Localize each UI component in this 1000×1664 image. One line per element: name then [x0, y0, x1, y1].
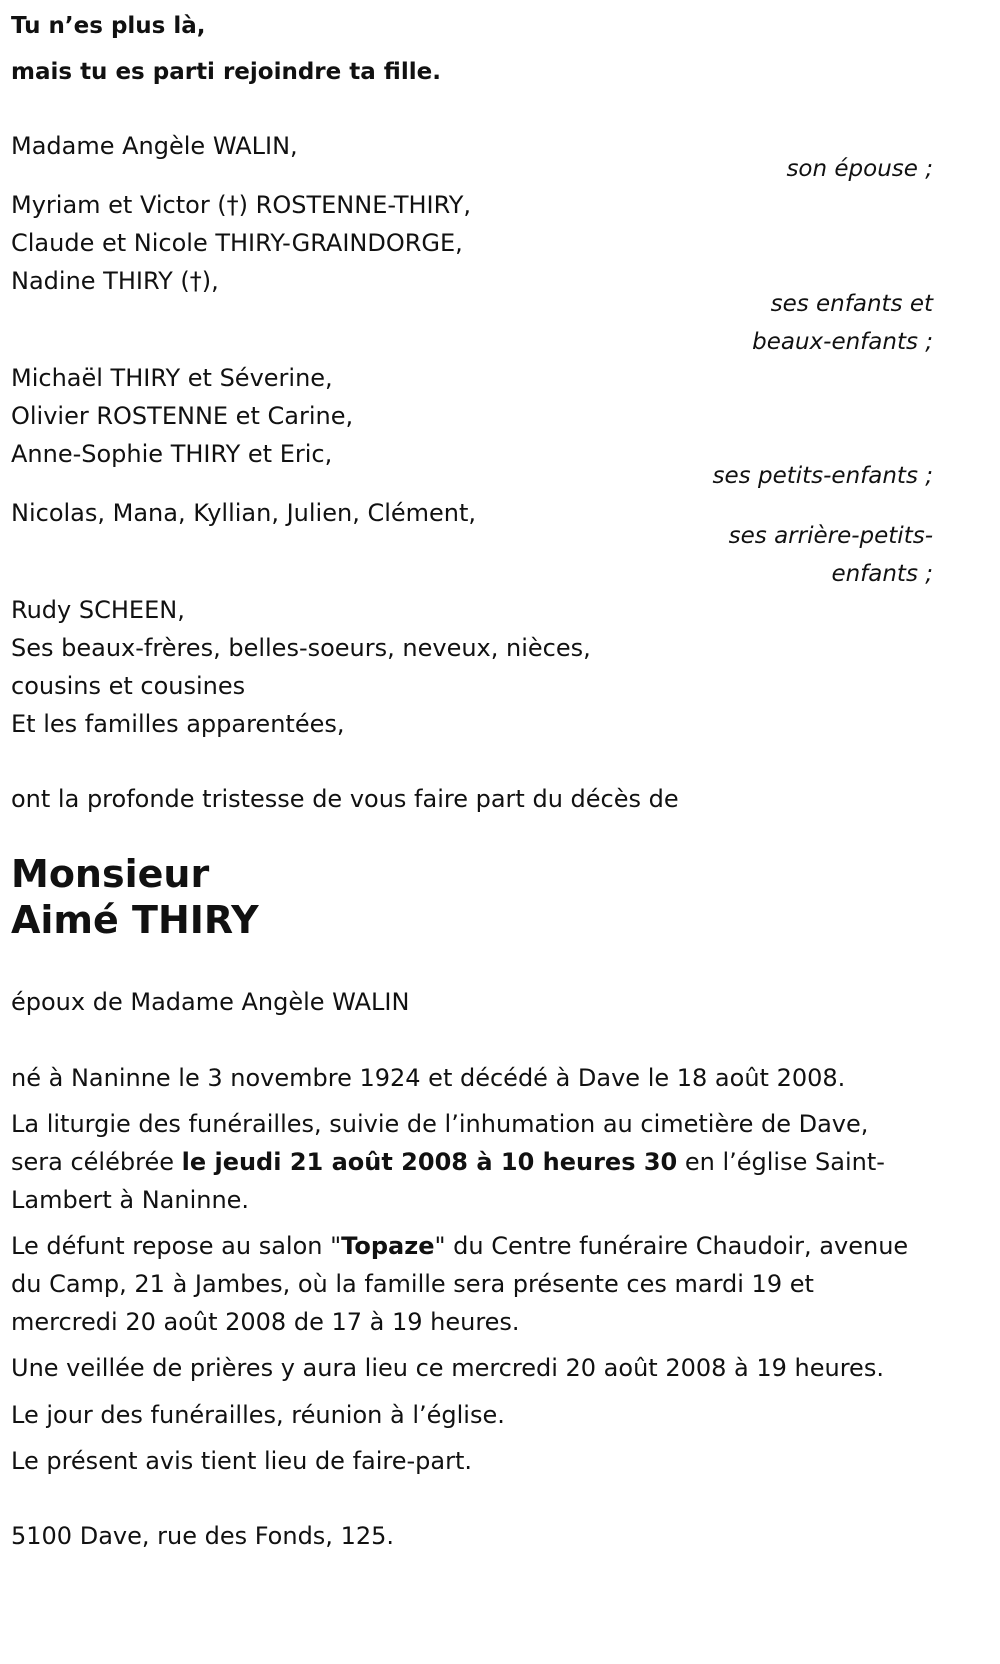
other-relatives: Ses beaux-frères, belles-soeurs, neveux, nièces, — [11, 634, 591, 662]
address-line: 5100 Dave, rue des Fonds, 125. — [11, 1522, 395, 1550]
deceased-title: Monsieur — [11, 852, 210, 896]
rest-line-1-post: " du Centre funéraire Chaudoir, avenue — [434, 1232, 909, 1260]
children-relation-line-1: ses enfants et — [770, 291, 933, 317]
deceased-spouse-of: époux de Madame Angèle WALIN — [11, 988, 410, 1016]
epigraph-line-2: mais tu es parti rejoindre ta fille. — [11, 59, 441, 85]
grandchildren-relation: ses petits-enfants ; — [712, 463, 933, 489]
rest-line-2: du Camp, 21 à Jambes, où la famille sera présente ces mardi 19 et — [11, 1270, 814, 1298]
notice-line: Le présent avis tient lieu de faire-part. — [11, 1447, 473, 1475]
spouse-relation: son épouse ; — [786, 156, 933, 182]
grandchild-name: Olivier ROSTENNE et Carine, — [11, 402, 354, 430]
liturgy-line-1: La liturgie des funérailles, suivie de l’inhumation au cimetière de Dave, — [11, 1110, 869, 1138]
liturgy-line-3: Lambert à Naninne. — [11, 1186, 250, 1214]
salon-name: Topaze — [341, 1232, 435, 1260]
liturgy-line-2-pre: sera célébrée — [11, 1148, 182, 1176]
child-name: Myriam et Victor (†) ROSTENNE-THIRY, — [11, 191, 472, 219]
children-relation-line-2: beaux-enfants ; — [752, 329, 933, 355]
great-grandchildren-relation-line-1: ses arrière-petits- — [728, 523, 933, 549]
grandchild-name: Michaël THIRY et Séverine, — [11, 364, 333, 392]
rest-line-3: mercredi 20 août 2008 de 17 à 19 heures. — [11, 1308, 520, 1336]
child-name: Claude et Nicole THIRY-GRAINDORGE, — [11, 229, 463, 257]
other-relatives: Rudy SCHEEN, — [11, 596, 185, 624]
rest-line-1 — [11, 1232, 908, 1260]
other-relatives: cousins et cousines — [11, 672, 246, 700]
vigil-line: Une veillée de prières y aura lieu ce mercredi 20 août 2008 à 19 heures. — [11, 1354, 884, 1382]
liturgy-datetime: le jeudi 21 août 2008 à 10 heures 30 — [181, 1148, 678, 1176]
great-grandchildren-relation-line-2: enfants ; — [831, 561, 933, 587]
meeting-line: Le jour des funérailles, réunion à l’église. — [11, 1401, 505, 1429]
liturgy-line-2-post: en l’église Saint- — [677, 1148, 885, 1176]
birth-death-line: né à Naninne le 3 novembre 1924 et décédé à Dave le 18 août 2008. — [11, 1064, 846, 1092]
liturgy-line-2 — [11, 1148, 885, 1176]
rest-line-1-pre: Le défunt repose au salon " — [11, 1232, 342, 1260]
announcement-text: ont la profonde tristesse de vous faire part du décès de — [11, 785, 679, 813]
epigraph-line-1: Tu n’es plus là, — [11, 13, 206, 39]
grandchild-name: Anne-Sophie THIRY et Eric, — [11, 440, 333, 468]
other-relatives: Et les familles apparentées, — [11, 710, 345, 738]
great-grandchildren-names: Nicolas, Mana, Kyllian, Julien, Clément, — [11, 499, 477, 527]
spouse-name: Madame Angèle WALIN, — [11, 132, 298, 160]
deceased-name: Aimé THIRY — [11, 898, 259, 942]
child-name: Nadine THIRY (†), — [11, 267, 219, 295]
